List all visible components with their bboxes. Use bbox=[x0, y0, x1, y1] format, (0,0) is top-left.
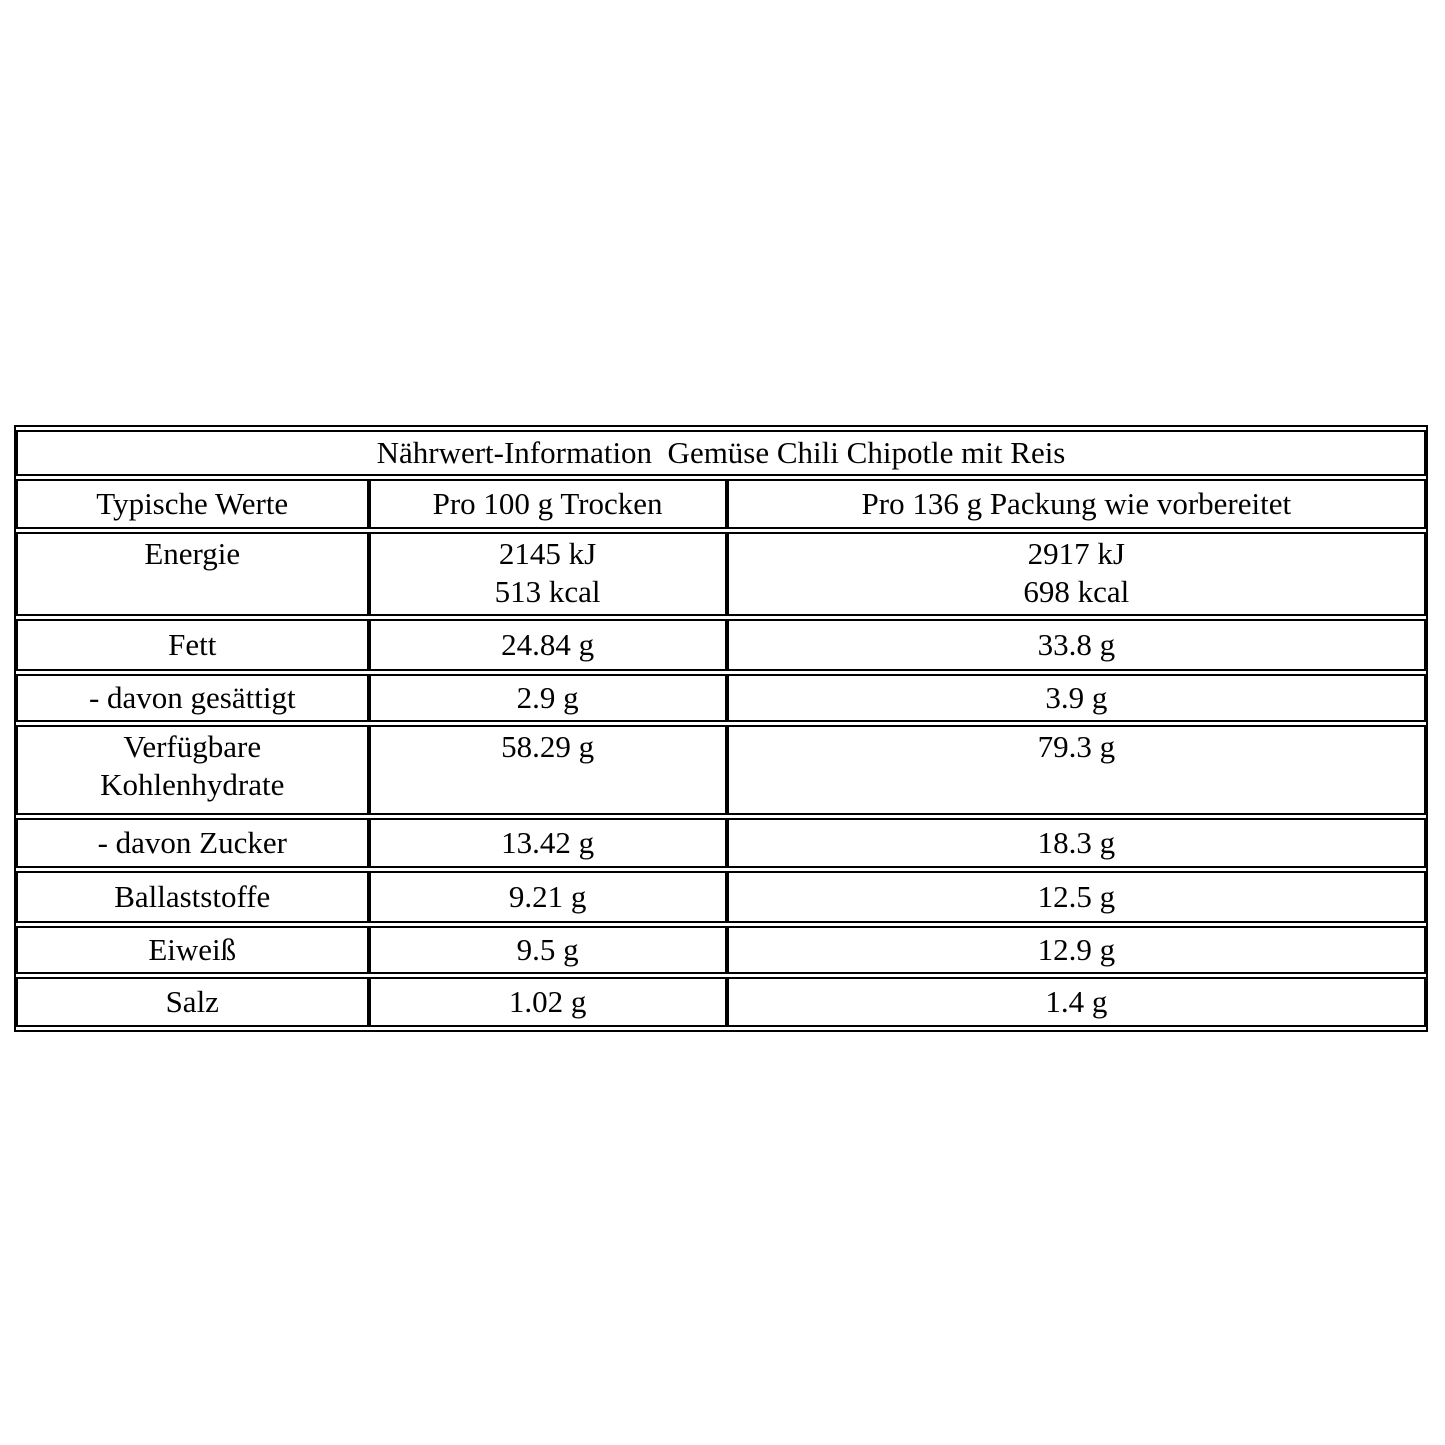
value-line: 79.3 g bbox=[1037, 729, 1116, 764]
value-dry: 9.5 g bbox=[369, 926, 727, 974]
value-dry: 9.21 g bbox=[369, 871, 727, 923]
row-label bbox=[16, 532, 369, 616]
row-label-line: Kohlenhydrate bbox=[100, 767, 285, 802]
table-row-fett bbox=[16, 619, 1426, 671]
value-prepared: 12.5 g bbox=[727, 871, 1426, 923]
value-dry: 13.42 g bbox=[369, 818, 727, 868]
table-row-davon-zucker bbox=[16, 818, 1426, 868]
row-label: - davon gesättigt bbox=[16, 674, 369, 722]
header-row bbox=[16, 479, 1426, 529]
value-line: 2917 kJ bbox=[1027, 536, 1125, 571]
table-row-verfuegbare-kohlenhydrate bbox=[16, 725, 1426, 815]
row-label-text: Energie bbox=[144, 536, 241, 571]
value-line: 513 kcal bbox=[494, 574, 601, 609]
value-prepared bbox=[727, 725, 1426, 815]
column-header-typische-werte: Typische Werte bbox=[16, 479, 369, 529]
value-dry bbox=[369, 532, 727, 616]
value-prepared: 33.8 g bbox=[727, 619, 1426, 671]
row-label bbox=[16, 725, 369, 815]
value-line: 698 kcal bbox=[1023, 574, 1130, 609]
column-header-pro-100g-trocken: Pro 100 g Trocken bbox=[369, 479, 727, 529]
table-row-salz bbox=[16, 977, 1426, 1027]
table-row-eiweiss bbox=[16, 926, 1426, 974]
value-dry: 1.02 g bbox=[369, 977, 727, 1027]
title-row bbox=[16, 430, 1426, 476]
row-label-line: Verfügbare bbox=[123, 729, 262, 764]
row-label: Ballaststoffe bbox=[16, 871, 369, 923]
row-label: - davon Zucker bbox=[16, 818, 369, 868]
value-prepared: 1.4 g bbox=[727, 977, 1426, 1027]
value-line: 2145 kJ bbox=[498, 536, 597, 571]
value-line: 58.29 g bbox=[501, 729, 595, 764]
value-dry: 2.9 g bbox=[369, 674, 727, 722]
row-label: Eiweiß bbox=[16, 926, 369, 974]
value-dry bbox=[369, 725, 727, 815]
table-row-energie bbox=[16, 532, 1426, 616]
nutrition-table bbox=[14, 425, 1428, 1032]
value-prepared: 12.9 g bbox=[727, 926, 1426, 974]
value-dry: 24.84 g bbox=[369, 619, 727, 671]
row-label: Salz bbox=[16, 977, 369, 1027]
value-prepared: 3.9 g bbox=[727, 674, 1426, 722]
row-label: Fett bbox=[16, 619, 369, 671]
table-title: Nährwert-Information Gemüse Chili Chipotle mit Reis bbox=[16, 430, 1426, 476]
value-prepared: 18.3 g bbox=[727, 818, 1426, 868]
column-header-pro-136g-packung: Pro 136 g Packung wie vorbereitet bbox=[727, 479, 1426, 529]
table-row-davon-gesaettigt bbox=[16, 674, 1426, 722]
table-row-ballaststoffe bbox=[16, 871, 1426, 923]
value-prepared bbox=[727, 532, 1426, 616]
